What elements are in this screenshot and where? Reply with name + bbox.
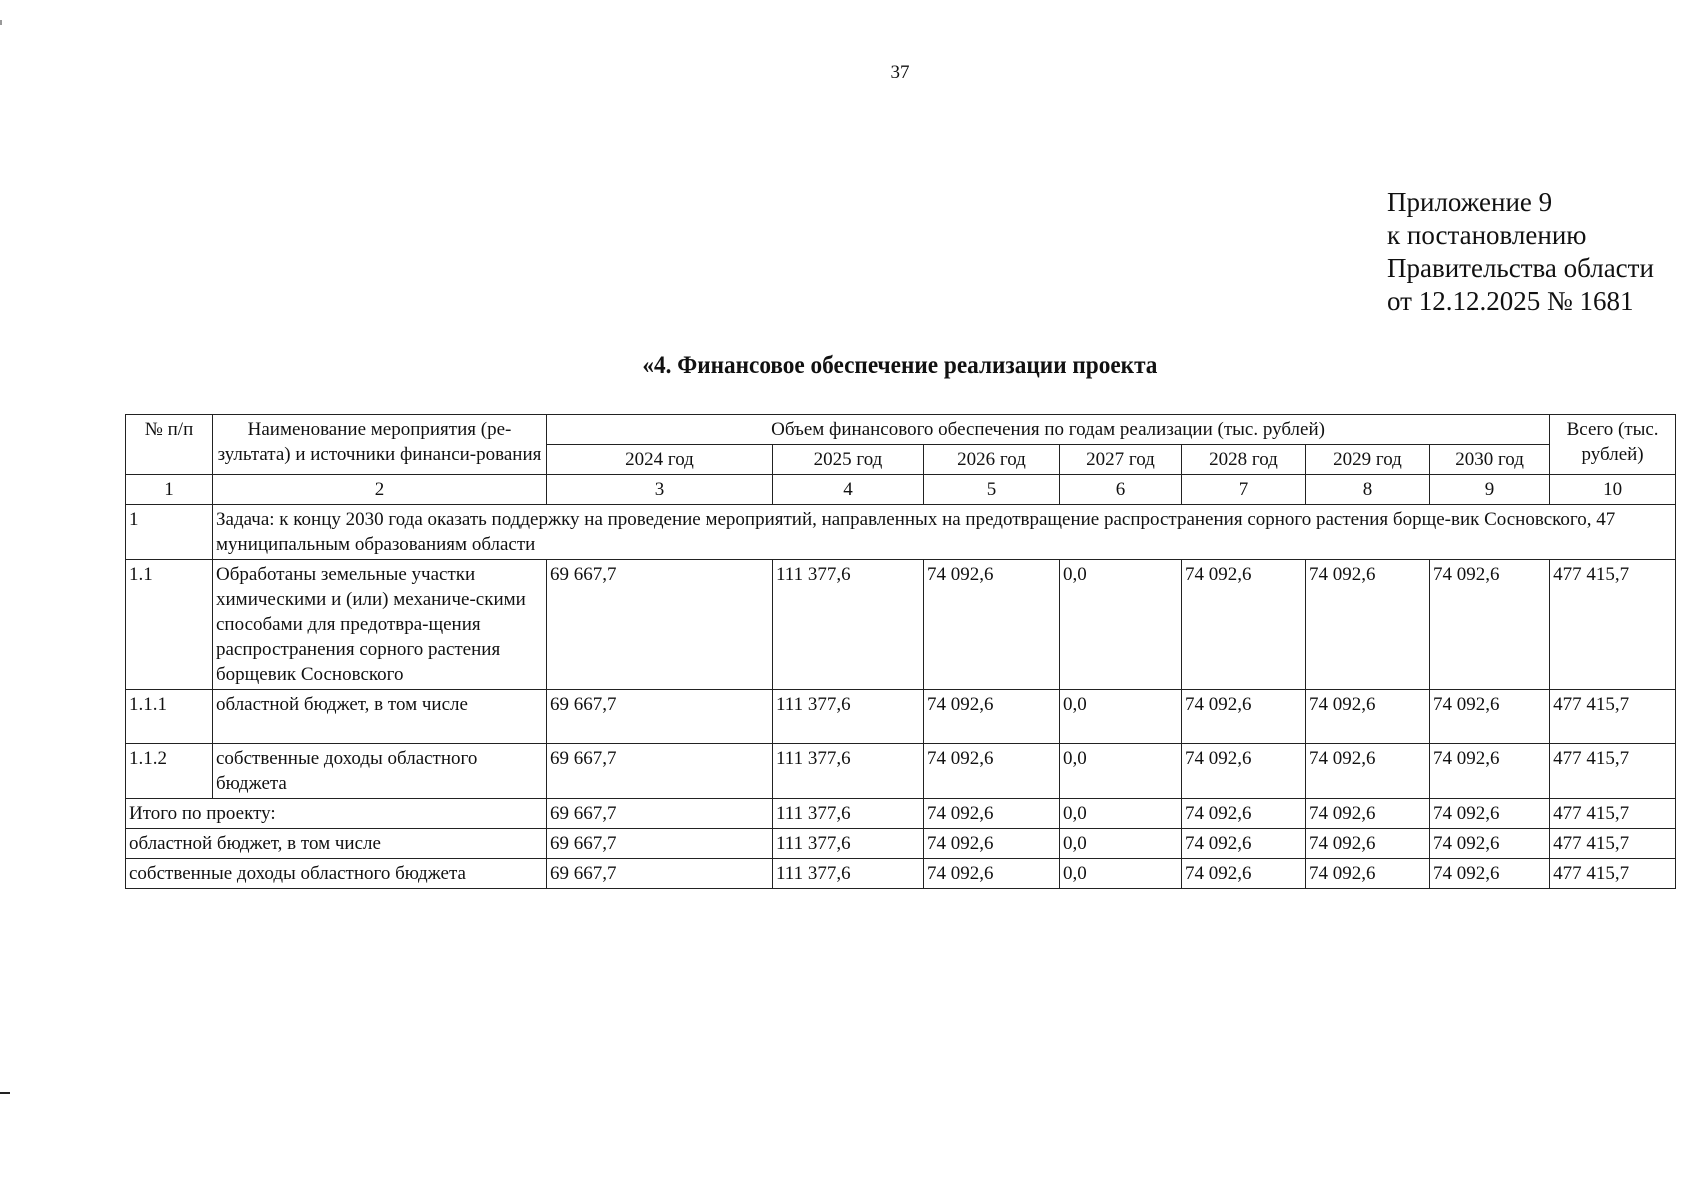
value-cell: 111 377,6 xyxy=(773,690,924,744)
header-year: 2030 год xyxy=(1430,445,1550,475)
table-row xyxy=(126,560,1676,690)
value-cell: 74 092,6 xyxy=(1182,859,1306,889)
appendix-block xyxy=(1387,186,1654,318)
value-cell: 74 092,6 xyxy=(1182,560,1306,690)
table-row xyxy=(126,690,1676,744)
totals-label: Итого по проекту: xyxy=(126,799,547,829)
header-year: 2028 год xyxy=(1182,445,1306,475)
column-number: 3 xyxy=(547,475,773,505)
task-row xyxy=(126,505,1676,560)
value-cell: 0,0 xyxy=(1060,799,1182,829)
value-cell: 111 377,6 xyxy=(773,799,924,829)
value-cell: 0,0 xyxy=(1060,690,1182,744)
financing-table xyxy=(125,414,1676,889)
value-cell: 0,0 xyxy=(1060,744,1182,799)
value-cell: 74 092,6 xyxy=(1306,744,1430,799)
value-cell: 74 092,6 xyxy=(1306,859,1430,889)
page-number: 37 xyxy=(890,62,910,83)
appendix-line: от 12.12.2025 № 1681 xyxy=(1387,286,1634,316)
header-volume: Объем финансового обеспечения по годам реализации (тыс. рублей) xyxy=(547,415,1550,445)
value-cell: 69 667,7 xyxy=(547,799,773,829)
value-cell: 74 092,6 xyxy=(1182,799,1306,829)
totals-row xyxy=(126,799,1676,829)
header-year: 2024 год xyxy=(547,445,773,475)
appendix-line: к постановлению xyxy=(1387,220,1587,250)
value-cell: 0,0 xyxy=(1060,560,1182,690)
row-name: областной бюджет, в том числе xyxy=(213,690,547,744)
value-cell: 477 415,7 xyxy=(1550,690,1676,744)
value-cell: 74 092,6 xyxy=(1430,690,1550,744)
task-text: Задача: к концу 2030 года оказать поддержку на проведение мероприятий, направленных на предотвращение распространения сорного растения борще-вик Сосновского, 47 муниципальным образованиям области xyxy=(213,505,1676,560)
column-number: 2 xyxy=(213,475,547,505)
header-row xyxy=(126,415,1676,445)
value-cell: 74 092,6 xyxy=(924,744,1060,799)
value-cell: 74 092,6 xyxy=(1306,560,1430,690)
value-cell: 477 415,7 xyxy=(1550,744,1676,799)
table-row xyxy=(126,744,1676,799)
section-title-text: «4. Финансовое обеспечение реализации проекта xyxy=(642,352,1158,379)
column-number: 9 xyxy=(1430,475,1550,505)
value-cell: 74 092,6 xyxy=(1430,799,1550,829)
value-cell: 74 092,6 xyxy=(1430,560,1550,690)
column-number: 4 xyxy=(773,475,924,505)
section-title xyxy=(0,352,1697,380)
column-number: 1 xyxy=(126,475,213,505)
value-cell: 69 667,7 xyxy=(547,560,773,690)
totals-label: областной бюджет, в том числе xyxy=(126,829,547,859)
appendix-line: Правительства области xyxy=(1387,253,1654,283)
value-cell: 74 092,6 xyxy=(1182,829,1306,859)
value-cell: 74 092,6 xyxy=(1430,829,1550,859)
value-cell: 74 092,6 xyxy=(924,560,1060,690)
header-year: 2027 год xyxy=(1060,445,1182,475)
row-num: 1.1 xyxy=(126,560,213,690)
value-cell: 74 092,6 xyxy=(1306,690,1430,744)
row-name: Обработаны земельные участки химическими и (или) механиче-скими способами для предотвра-щения распространения сорного растения борщевик Сосновского xyxy=(213,560,547,690)
value-cell: 69 667,7 xyxy=(547,859,773,889)
value-cell: 69 667,7 xyxy=(547,744,773,799)
value-cell: 69 667,7 xyxy=(547,690,773,744)
value-cell: 111 377,6 xyxy=(773,560,924,690)
header-year: 2025 год xyxy=(773,445,924,475)
value-cell: 477 415,7 xyxy=(1550,799,1676,829)
column-number: 10 xyxy=(1550,475,1676,505)
value-cell: 477 415,7 xyxy=(1550,859,1676,889)
scan-artifact xyxy=(0,20,2,25)
header-year: 2026 год xyxy=(924,445,1060,475)
totals-row xyxy=(126,829,1676,859)
value-cell: 0,0 xyxy=(1060,859,1182,889)
row-num: 1.1.2 xyxy=(126,744,213,799)
header-year: 2029 год xyxy=(1306,445,1430,475)
value-cell: 111 377,6 xyxy=(773,829,924,859)
column-number: 8 xyxy=(1306,475,1430,505)
value-cell: 74 092,6 xyxy=(1430,859,1550,889)
value-cell: 74 092,6 xyxy=(1430,744,1550,799)
value-cell: 74 092,6 xyxy=(924,859,1060,889)
header-num: № п/п xyxy=(126,415,213,475)
totals-row xyxy=(126,859,1676,889)
header-name: Наименование мероприятия (ре-зультата) и источники финанси-рования xyxy=(213,415,547,475)
value-cell: 74 092,6 xyxy=(1182,744,1306,799)
column-number: 6 xyxy=(1060,475,1182,505)
header-total: Всего (тыс. рублей) xyxy=(1550,415,1676,475)
value-cell: 111 377,6 xyxy=(773,859,924,889)
column-number: 7 xyxy=(1182,475,1306,505)
appendix-line: Приложение 9 xyxy=(1387,187,1553,217)
scan-edge-mark xyxy=(0,1092,10,1094)
row-num: 1.1.1 xyxy=(126,690,213,744)
column-number: 5 xyxy=(924,475,1060,505)
value-cell: 74 092,6 xyxy=(1182,690,1306,744)
value-cell: 477 415,7 xyxy=(1550,560,1676,690)
value-cell: 69 667,7 xyxy=(547,829,773,859)
value-cell: 74 092,6 xyxy=(924,799,1060,829)
task-num: 1 xyxy=(126,505,213,560)
value-cell: 111 377,6 xyxy=(773,744,924,799)
value-cell: 0,0 xyxy=(1060,829,1182,859)
totals-label: собственные доходы областного бюджета xyxy=(126,859,547,889)
value-cell: 74 092,6 xyxy=(1306,799,1430,829)
value-cell: 477 415,7 xyxy=(1550,829,1676,859)
value-cell: 74 092,6 xyxy=(924,690,1060,744)
column-number-row xyxy=(126,475,1676,505)
value-cell: 74 092,6 xyxy=(1306,829,1430,859)
row-name: собственные доходы областного бюджета xyxy=(213,744,547,799)
value-cell: 74 092,6 xyxy=(924,829,1060,859)
